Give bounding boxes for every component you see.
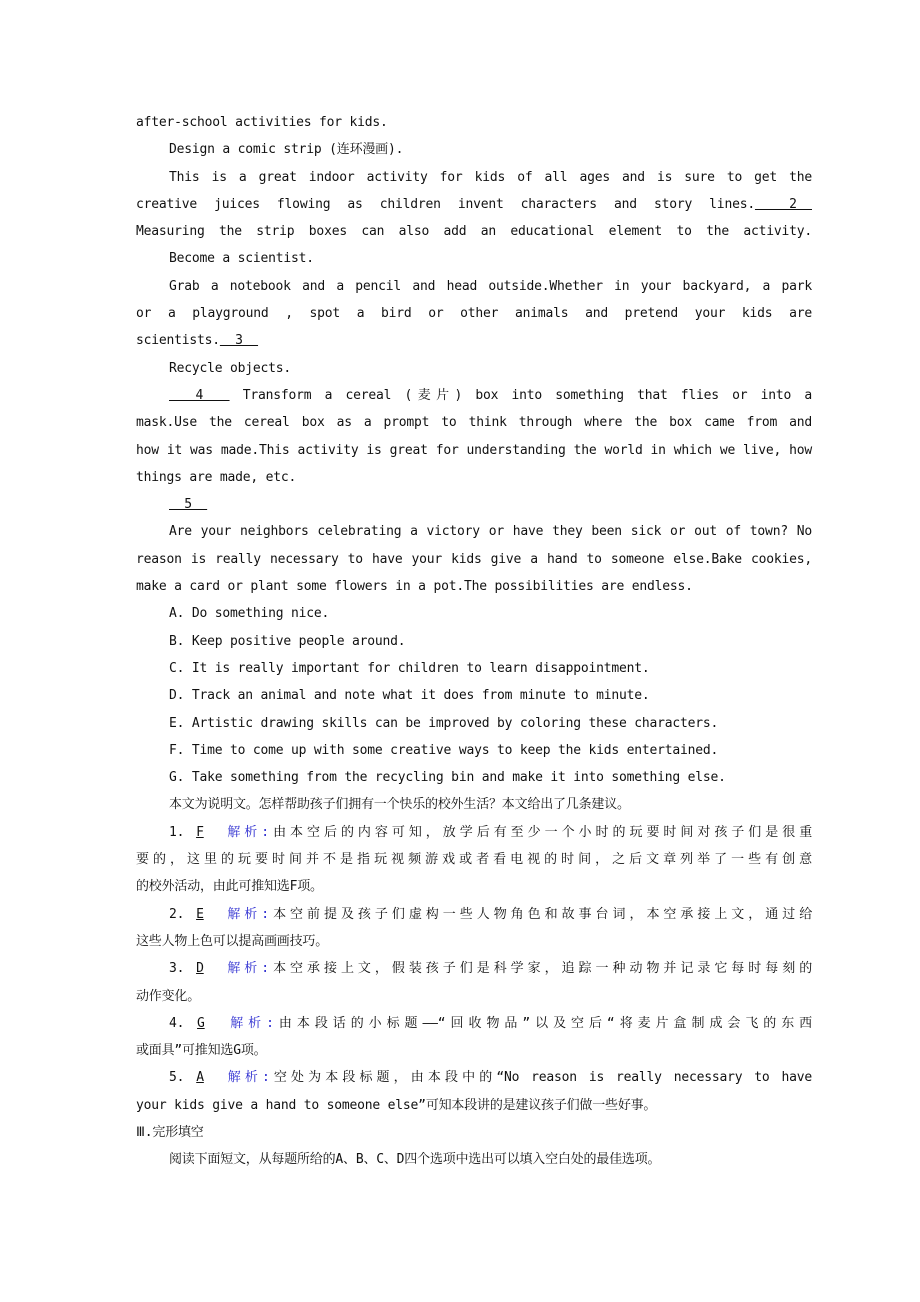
- line-text: 的校外活动，由此可推知选F项。: [136, 879, 323, 895]
- text-line: [136, 1040, 812, 1067]
- blank-marker: 2: [754, 196, 812, 212]
- text-line: [136, 139, 812, 166]
- line-text: your kids give a hand to someone else”可知本段讲的是建议孩子们做一些好事。: [136, 1097, 657, 1113]
- answer-letter: F: [196, 824, 204, 840]
- line-text: Design a comic strip (连环漫画).: [169, 142, 404, 158]
- text-line: [136, 986, 812, 1013]
- text-line: [136, 794, 812, 821]
- line-text: creative juices flowing as children invent characters and story lines.: [136, 196, 755, 212]
- line-text: reason is really necessary to have your kids give a hand to someone else.Bake cookies,: [136, 551, 812, 567]
- document-page: [136, 112, 812, 1177]
- text-line: [136, 276, 812, 303]
- answer-number: 5.: [169, 1070, 197, 1086]
- line-text: 由本空后的内容可知，放学后有至少一个小时的玩要时间对孩子们是很重: [268, 824, 812, 840]
- line-text: G. Take something from the recycling bin and make it into something else.: [169, 770, 726, 786]
- line-text: mask.Use the cereal box as a prompt to think through where the box came from and: [136, 415, 812, 431]
- line-text: 本空前提及孩子们虚构一些人物角色和故事台词，本空承接上文，通过给: [268, 906, 812, 922]
- line-text: how it was made.This activity is great for understanding the world in which we live, how: [136, 442, 812, 458]
- text-line: [136, 494, 812, 521]
- text-line: [136, 248, 812, 275]
- text-line: [136, 849, 812, 876]
- analysis-label: 解析:: [227, 1070, 270, 1086]
- analysis-label: 解析:: [227, 824, 269, 840]
- answer-number: 4.: [169, 1015, 198, 1031]
- text-line: [136, 303, 812, 330]
- line-text: 本文为说明文。怎样帮助孩子们拥有一个快乐的校外生活？本文给出了几条建议。: [169, 797, 630, 813]
- answer-letter: G: [197, 1015, 205, 1031]
- text-line: [136, 904, 812, 931]
- text-line: [136, 112, 812, 139]
- text-line: [136, 822, 812, 849]
- analysis-label: 解析:: [227, 906, 269, 922]
- blank-marker: 5: [169, 497, 208, 513]
- line-text: C. It is really important for children to learn disappointment.: [169, 660, 650, 676]
- text-line: [136, 521, 812, 548]
- line-text: Are your neighbors celebrating a victory or have they been sick or out of town? No: [169, 524, 812, 540]
- answer-letter: D: [196, 961, 204, 977]
- text-line: [136, 549, 812, 576]
- text-line: [136, 385, 812, 412]
- line-text: scientists.: [136, 333, 220, 349]
- text-line: [136, 358, 812, 385]
- line-text: 或面具”可推知选G项。: [136, 1043, 267, 1059]
- line-text: 动作变化。: [136, 988, 201, 1004]
- text-line: [136, 740, 812, 767]
- line-text: Transform a cereal (麦片) box into something that flies or into a: [229, 387, 813, 403]
- text-line: [136, 603, 812, 630]
- line-text: Recycle objects.: [169, 360, 292, 376]
- line-text: E. Artistic drawing skills can be improved by coloring these characters.: [169, 715, 719, 731]
- answer-number: 1.: [169, 824, 197, 840]
- text-line: [136, 194, 812, 221]
- text-line: [136, 467, 812, 494]
- text-line: [136, 931, 812, 958]
- blank-marker: 3: [219, 333, 259, 349]
- answer-number: 2.: [169, 906, 197, 922]
- text-line: [136, 958, 812, 985]
- line-text: Grab a notebook and a pencil and head outside.Whether in your backyard, a park: [169, 278, 812, 294]
- text-line: [136, 412, 812, 439]
- line-text: 空处为本段标题，由本段中的“No reason is really necessary to have: [269, 1070, 812, 1086]
- line-text: 这些人物上色可以提高画画技巧。: [136, 933, 329, 949]
- text-line: [136, 1095, 812, 1122]
- text-line: [136, 1149, 812, 1176]
- text-line: [136, 1122, 812, 1149]
- line-text: Measuring the strip boxes can also add an educational element to the activity.: [136, 224, 812, 240]
- line-text: B. Keep positive people around.: [169, 633, 406, 649]
- answer-letter: A: [196, 1070, 204, 1086]
- line-text: D. Track an animal and note what it does from minute to minute.: [169, 688, 650, 704]
- text-line: [136, 1067, 812, 1094]
- text-line: [136, 713, 812, 740]
- line-text: after-school activities for kids.: [136, 115, 388, 130]
- text-line: [136, 576, 812, 603]
- line-text: Become a scientist.: [169, 251, 314, 267]
- text-line: [136, 685, 812, 712]
- line-text: or a playground , spot a bird or other animals and pretend your kids are: [136, 306, 812, 322]
- line-text: 本空承接上文，假装孩子们是科学家，追踪一种动物并记录它每时每刻的: [268, 961, 812, 977]
- line-text: This is a great indoor activity for kids of all ages and is sure to get the: [169, 169, 812, 185]
- line-text: F. Time to come up with some creative ways to keep the kids entertained.: [169, 742, 719, 758]
- text-line: [136, 440, 812, 467]
- text-line: [136, 330, 812, 357]
- analysis-label: 解析:: [230, 1015, 274, 1031]
- answer-letter: E: [196, 906, 204, 922]
- answer-number: 3.: [169, 961, 197, 977]
- analysis-label: 解析:: [227, 961, 269, 977]
- line-text: 由本段话的小标题——“回收物品”以及空后“将麦片盒制成会飞的东西: [273, 1015, 812, 1031]
- line-text: Ⅲ.完形填空: [136, 1124, 204, 1140]
- text-line: [136, 1013, 812, 1040]
- line-text: make a card or plant some flowers in a pot.The possibilities are endless.: [136, 579, 693, 595]
- line-text: 要的，这里的玩要时间并不是指玩视频游戏或者看电视的时间，之后文章列举了一些有创意: [136, 852, 812, 868]
- text-line: [136, 167, 812, 194]
- line-text: things are made, etc.: [136, 469, 297, 485]
- text-line: [136, 658, 812, 685]
- text-line: [136, 631, 812, 658]
- line-text: 阅读下面短文，从每题所给的A、B、C、D四个选项中选出可以填入空白处的最佳选项。: [169, 1152, 661, 1168]
- text-line: [136, 876, 812, 903]
- line-text: A. Do something nice.: [169, 606, 330, 622]
- text-line: [136, 221, 812, 248]
- text-line: [136, 767, 812, 794]
- blank-marker: 4: [169, 387, 230, 403]
